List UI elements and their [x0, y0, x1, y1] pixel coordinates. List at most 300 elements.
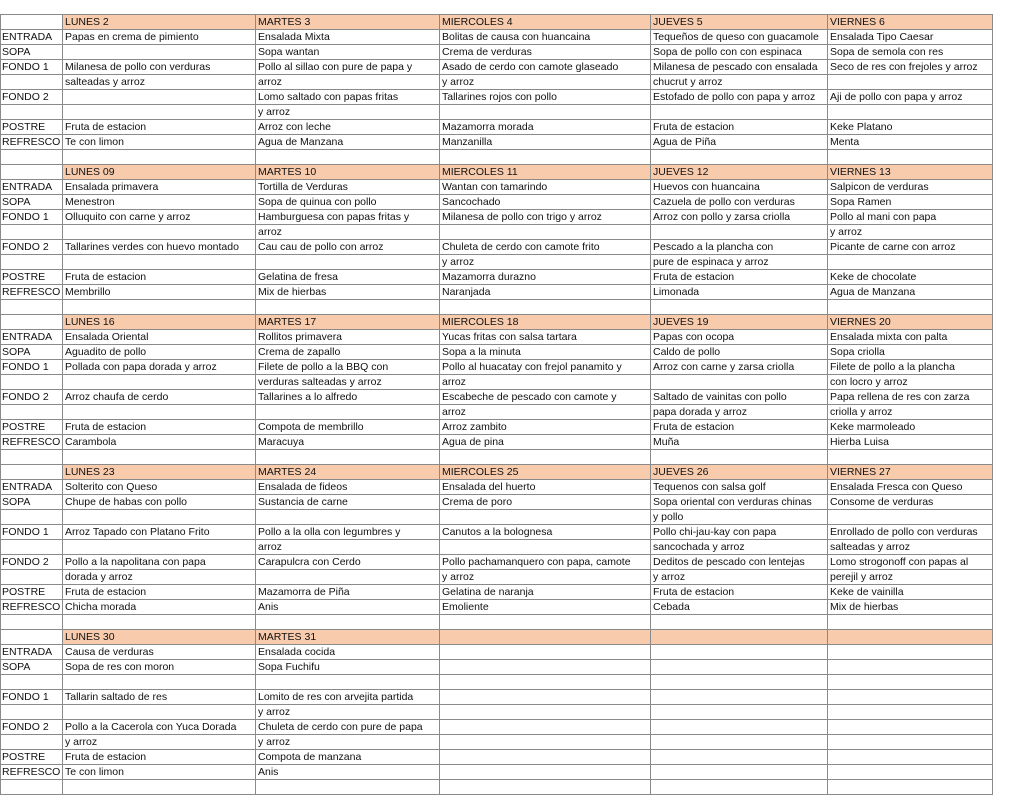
course-label-cell[interactable]: ENTRADA	[1, 30, 63, 45]
day-header-cell[interactable]: MARTES 17	[256, 315, 440, 330]
course-label-cell[interactable]: SOPA	[1, 345, 63, 360]
dish-cell[interactable]: Pollo al huacatay con frejol panamito y	[440, 360, 651, 375]
course-label-cell[interactable]: ENTRADA	[1, 480, 63, 495]
dish-cell[interactable]	[440, 735, 651, 750]
row-label-cell[interactable]	[1, 15, 63, 30]
dish-cell[interactable]: Picante de carne con arroz	[828, 240, 993, 255]
dish-cell[interactable]: Tallarines rojos con pollo	[440, 90, 651, 105]
dish-cell[interactable]: Lomito de res con arvejita partida	[256, 690, 440, 705]
course-label-cell[interactable]: FONDO 1	[1, 525, 63, 540]
course-label-cell[interactable]: ENTRADA	[1, 330, 63, 345]
dish-cell[interactable]: Arroz zambito	[440, 420, 651, 435]
dish-cell[interactable]: Anis	[256, 765, 440, 780]
day-header-cell[interactable]: MARTES 10	[256, 165, 440, 180]
dish-cell[interactable]	[63, 45, 256, 60]
dish-cell[interactable]	[440, 540, 651, 555]
day-header-cell[interactable]: LUNES 30	[63, 630, 256, 645]
course-label-cell[interactable]: ENTRADA	[1, 180, 63, 195]
dish-cell[interactable]	[828, 105, 993, 120]
empty-cell[interactable]	[828, 780, 993, 795]
dish-cell[interactable]: Menestron	[63, 195, 256, 210]
course-label-cell[interactable]: REFRESCO	[1, 600, 63, 615]
dish-cell[interactable]	[63, 540, 256, 555]
dish-cell[interactable]: Sancochado	[440, 195, 651, 210]
dish-cell[interactable]: Tequenos con salsa golf	[651, 480, 828, 495]
dish-cell[interactable]: Agua de pina	[440, 435, 651, 450]
dish-cell[interactable]: arroz	[440, 405, 651, 420]
dish-cell[interactable]: y arroz	[440, 570, 651, 585]
dish-cell[interactable]: Lomo saltado con papas fritas	[256, 90, 440, 105]
dish-cell[interactable]: Mix de hierbas	[256, 285, 440, 300]
empty-cell[interactable]	[651, 615, 828, 630]
empty-cell[interactable]	[651, 300, 828, 315]
empty-cell[interactable]	[828, 150, 993, 165]
dish-cell[interactable]: y arroz	[651, 570, 828, 585]
empty-cell[interactable]	[440, 300, 651, 315]
dish-cell[interactable]: salteadas y arroz	[828, 540, 993, 555]
dish-cell[interactable]: Lomo strogonoff con papas al	[828, 555, 993, 570]
course-label-cell[interactable]: FONDO 2	[1, 240, 63, 255]
dish-cell[interactable]: Milanesa de pescado con ensalada	[651, 60, 828, 75]
dish-cell[interactable]: Asado de cerdo con camote glaseado	[440, 60, 651, 75]
day-header-cell[interactable]: MIERCOLES 4	[440, 15, 651, 30]
dish-cell[interactable]: Sopa Ramen	[828, 195, 993, 210]
dish-cell[interactable]: Pescado a la plancha con	[651, 240, 828, 255]
dish-cell[interactable]: Bolitas de causa con huancaina	[440, 30, 651, 45]
dish-cell[interactable]: y arroz	[440, 75, 651, 90]
dish-cell[interactable]: Papas en crema de pimiento	[63, 30, 256, 45]
dish-cell[interactable]: salteadas y arroz	[63, 75, 256, 90]
dish-cell[interactable]: Ensalada cocida	[256, 645, 440, 660]
day-header-cell[interactable]: LUNES 23	[63, 465, 256, 480]
dish-cell[interactable]: Rollitos primavera	[256, 330, 440, 345]
dish-cell[interactable]: Crema de verduras	[440, 45, 651, 60]
dish-cell[interactable]	[440, 720, 651, 735]
course-label-cell[interactable]	[1, 225, 63, 240]
dish-cell[interactable]	[256, 570, 440, 585]
dish-cell[interactable]: Papas con ocopa	[651, 330, 828, 345]
empty-cell[interactable]	[1, 780, 63, 795]
empty-cell[interactable]	[63, 300, 256, 315]
dish-cell[interactable]: Ensalada de fideos	[256, 480, 440, 495]
day-header-cell[interactable]: VIERNES 13	[828, 165, 993, 180]
dish-cell[interactable]: Ensalada Mixta	[256, 30, 440, 45]
dish-cell[interactable]: Gelatina de naranja	[440, 585, 651, 600]
dish-cell[interactable]: Huevos con huancaina	[651, 180, 828, 195]
day-header-cell[interactable]: LUNES 2	[63, 15, 256, 30]
dish-cell[interactable]: Yucas fritas con salsa tartara	[440, 330, 651, 345]
dish-cell[interactable]: Ensalada Fresca con Queso	[828, 480, 993, 495]
dish-cell[interactable]: Filete de pollo a la plancha	[828, 360, 993, 375]
course-label-cell[interactable]	[1, 75, 63, 90]
dish-cell[interactable]: y arroz	[828, 225, 993, 240]
dish-cell[interactable]: Sopa a la minuta	[440, 345, 651, 360]
dish-cell[interactable]	[828, 660, 993, 675]
course-label-cell[interactable]: FONDO 1	[1, 60, 63, 75]
empty-cell[interactable]	[440, 450, 651, 465]
course-label-cell[interactable]	[1, 405, 63, 420]
dish-cell[interactable]: Crema de zapallo	[256, 345, 440, 360]
dish-cell[interactable]: Arroz con carne y zarsa criolla	[651, 360, 828, 375]
course-label-cell[interactable]: FONDO 2	[1, 90, 63, 105]
dish-cell[interactable]	[651, 735, 828, 750]
dish-cell[interactable]: Salpicon de verduras	[828, 180, 993, 195]
day-header-cell[interactable]: JUEVES 12	[651, 165, 828, 180]
dish-cell[interactable]: Sopa de semola con res	[828, 45, 993, 60]
dish-cell[interactable]	[440, 675, 651, 690]
course-label-cell[interactable]: SOPA	[1, 660, 63, 675]
dish-cell[interactable]: y pollo	[651, 510, 828, 525]
dish-cell[interactable]: Fruta de estacion	[63, 420, 256, 435]
course-label-cell[interactable]: SOPA	[1, 195, 63, 210]
dish-cell[interactable]	[63, 90, 256, 105]
dish-cell[interactable]: Hamburguesa con papas fritas y	[256, 210, 440, 225]
dish-cell[interactable]: y arroz	[256, 705, 440, 720]
dish-cell[interactable]: papa dorada y arroz	[651, 405, 828, 420]
dish-cell[interactable]: Ensalada Tipo Caesar	[828, 30, 993, 45]
dish-cell[interactable]: Anis	[256, 600, 440, 615]
dish-cell[interactable]: Naranjada	[440, 285, 651, 300]
dish-cell[interactable]: Arroz chaufa de cerdo	[63, 390, 256, 405]
dish-cell[interactable]	[256, 510, 440, 525]
day-header-cell[interactable]: VIERNES 27	[828, 465, 993, 480]
dish-cell[interactable]: Menta	[828, 135, 993, 150]
dish-cell[interactable]: dorada y arroz	[63, 570, 256, 585]
dish-cell[interactable]	[440, 660, 651, 675]
empty-cell[interactable]	[828, 450, 993, 465]
dish-cell[interactable]: Wantan con tamarindo	[440, 180, 651, 195]
dish-cell[interactable]: Cebada	[651, 600, 828, 615]
day-header-cell[interactable]: MIERCOLES 18	[440, 315, 651, 330]
dish-cell[interactable]	[828, 75, 993, 90]
course-label-cell[interactable]	[1, 255, 63, 270]
dish-cell[interactable]	[63, 255, 256, 270]
dish-cell[interactable]: Milanesa de pollo con trigo y arroz	[440, 210, 651, 225]
dish-cell[interactable]	[651, 705, 828, 720]
day-header-cell[interactable]: MARTES 3	[256, 15, 440, 30]
dish-cell[interactable]: Olluquito con carne y arroz	[63, 210, 256, 225]
day-header-cell[interactable]: VIERNES 20	[828, 315, 993, 330]
dish-cell[interactable]: Filete de pollo a la BBQ con	[256, 360, 440, 375]
dish-cell[interactable]: Aji de pollo con papa y arroz	[828, 90, 993, 105]
day-header-cell[interactable]: JUEVES 19	[651, 315, 828, 330]
dish-cell[interactable]: arroz	[256, 75, 440, 90]
dish-cell[interactable]: Mazamorra de Piña	[256, 585, 440, 600]
dish-cell[interactable]: y arroz	[256, 105, 440, 120]
day-header-cell[interactable]: MARTES 24	[256, 465, 440, 480]
course-label-cell[interactable]: POSTRE	[1, 750, 63, 765]
course-label-cell[interactable]: FONDO 1	[1, 210, 63, 225]
empty-cell[interactable]	[828, 615, 993, 630]
dish-cell[interactable]	[828, 255, 993, 270]
dish-cell[interactable]: Causa de verduras	[63, 645, 256, 660]
dish-cell[interactable]: y arroz	[256, 735, 440, 750]
dish-cell[interactable]: Limonada	[651, 285, 828, 300]
dish-cell[interactable]	[63, 510, 256, 525]
empty-cell[interactable]	[256, 150, 440, 165]
dish-cell[interactable]	[651, 105, 828, 120]
dish-cell[interactable]: Papa rellena de res con zarza	[828, 390, 993, 405]
dish-cell[interactable]: Sopa Fuchifu	[256, 660, 440, 675]
dish-cell[interactable]: Mix de hierbas	[828, 600, 993, 615]
dish-cell[interactable]: Tallarines verdes con huevo montado	[63, 240, 256, 255]
dish-cell[interactable]	[828, 705, 993, 720]
dish-cell[interactable]	[440, 750, 651, 765]
empty-cell[interactable]	[256, 450, 440, 465]
empty-cell[interactable]	[651, 450, 828, 465]
course-label-cell[interactable]	[1, 675, 63, 690]
course-label-cell[interactable]	[1, 105, 63, 120]
course-label-cell[interactable]: FONDO 1	[1, 690, 63, 705]
course-label-cell[interactable]	[1, 375, 63, 390]
dish-cell[interactable]	[828, 510, 993, 525]
dish-cell[interactable]: Consome de verduras	[828, 495, 993, 510]
dish-cell[interactable]: Fruta de estacion	[651, 420, 828, 435]
dish-cell[interactable]: Mazamorra durazno	[440, 270, 651, 285]
dish-cell[interactable]: Tequeños de queso con guacamole	[651, 30, 828, 45]
dish-cell[interactable]: Agua de Manzana	[828, 285, 993, 300]
dish-cell[interactable]: Muña	[651, 435, 828, 450]
dish-cell[interactable]: Fruta de estacion	[651, 120, 828, 135]
dish-cell[interactable]: Chupe de habas con pollo	[63, 495, 256, 510]
course-label-cell[interactable]: POSTRE	[1, 270, 63, 285]
empty-cell[interactable]	[828, 300, 993, 315]
dish-cell[interactable]: Hierba Luisa	[828, 435, 993, 450]
dish-cell[interactable]	[651, 225, 828, 240]
dish-cell[interactable]	[63, 675, 256, 690]
dish-cell[interactable]	[440, 105, 651, 120]
day-header-cell[interactable]: JUEVES 5	[651, 15, 828, 30]
dish-cell[interactable]: Sustancia de carne	[256, 495, 440, 510]
dish-cell[interactable]: Estofado de pollo con papa y arroz	[651, 90, 828, 105]
dish-cell[interactable]	[828, 750, 993, 765]
dish-cell[interactable]	[651, 690, 828, 705]
dish-cell[interactable]: arroz	[440, 375, 651, 390]
dish-cell[interactable]: Pollo a la napolitana con papa	[63, 555, 256, 570]
dish-cell[interactable]: Sopa wantan	[256, 45, 440, 60]
empty-cell[interactable]	[63, 780, 256, 795]
dish-cell[interactable]: Sopa de pollo con con espinaca	[651, 45, 828, 60]
dish-cell[interactable]: Pollo chi-jau-kay con papa	[651, 525, 828, 540]
course-label-cell[interactable]: REFRESCO	[1, 135, 63, 150]
course-label-cell[interactable]: FONDO 1	[1, 360, 63, 375]
dish-cell[interactable]	[440, 645, 651, 660]
dish-cell[interactable]	[828, 645, 993, 660]
dish-cell[interactable]: Sopa criolla	[828, 345, 993, 360]
dish-cell[interactable]: Canutos a la bolognesa	[440, 525, 651, 540]
dish-cell[interactable]: Fruta de estacion	[63, 270, 256, 285]
dish-cell[interactable]	[63, 375, 256, 390]
course-label-cell[interactable]	[1, 705, 63, 720]
dish-cell[interactable]: sancochada y arroz	[651, 540, 828, 555]
course-label-cell[interactable]: POSTRE	[1, 420, 63, 435]
day-header-cell[interactable]	[440, 630, 651, 645]
empty-cell[interactable]	[256, 780, 440, 795]
dish-cell[interactable]: Pollada con papa dorada y arroz	[63, 360, 256, 375]
dish-cell[interactable]: arroz	[256, 540, 440, 555]
dish-cell[interactable]: Manzanilla	[440, 135, 651, 150]
dish-cell[interactable]: Tallarin saltado de res	[63, 690, 256, 705]
dish-cell[interactable]: Arroz Tapado con Platano Frito	[63, 525, 256, 540]
course-label-cell[interactable]	[1, 735, 63, 750]
dish-cell[interactable]: Pollo al mani con papa	[828, 210, 993, 225]
empty-cell[interactable]	[63, 150, 256, 165]
dish-cell[interactable]: Sopa oriental con verduras chinas	[651, 495, 828, 510]
dish-cell[interactable]: Cau cau de pollo con arroz	[256, 240, 440, 255]
empty-cell[interactable]	[440, 615, 651, 630]
course-label-cell[interactable]: POSTRE	[1, 585, 63, 600]
dish-cell[interactable]	[440, 705, 651, 720]
dish-cell[interactable]	[828, 690, 993, 705]
dish-cell[interactable]: y arroz	[440, 255, 651, 270]
dish-cell[interactable]: Keke Platano	[828, 120, 993, 135]
dish-cell[interactable]: Caldo de pollo	[651, 345, 828, 360]
day-header-cell[interactable]: MIERCOLES 25	[440, 465, 651, 480]
dish-cell[interactable]: Keke marmoleado	[828, 420, 993, 435]
empty-cell[interactable]	[256, 615, 440, 630]
dish-cell[interactable]: Keke de vainilla	[828, 585, 993, 600]
dish-cell[interactable]: Tallarines a lo alfredo	[256, 390, 440, 405]
dish-cell[interactable]: Te con limon	[63, 135, 256, 150]
dish-cell[interactable]: Ensalada Oriental	[63, 330, 256, 345]
dish-cell[interactable]: Arroz con leche	[256, 120, 440, 135]
dish-cell[interactable]: Agua de Piña	[651, 135, 828, 150]
empty-cell[interactable]	[651, 780, 828, 795]
day-header-cell[interactable]	[651, 630, 828, 645]
course-label-cell[interactable]	[1, 510, 63, 525]
dish-cell[interactable]	[651, 675, 828, 690]
row-label-cell[interactable]	[1, 630, 63, 645]
dish-cell[interactable]: Gelatina de fresa	[256, 270, 440, 285]
dish-cell[interactable]: Keke de chocolate	[828, 270, 993, 285]
dish-cell[interactable]	[63, 105, 256, 120]
dish-cell[interactable]	[651, 720, 828, 735]
dish-cell[interactable]: Pollo a la olla con legumbres y	[256, 525, 440, 540]
dish-cell[interactable]	[651, 660, 828, 675]
dish-cell[interactable]	[651, 375, 828, 390]
dish-cell[interactable]	[256, 405, 440, 420]
row-label-cell[interactable]	[1, 315, 63, 330]
empty-cell[interactable]	[1, 150, 63, 165]
dish-cell[interactable]: Escabeche de pescado con camote y	[440, 390, 651, 405]
dish-cell[interactable]: Fruta de estacion	[651, 270, 828, 285]
empty-cell[interactable]	[1, 615, 63, 630]
dish-cell[interactable]: Chicha morada	[63, 600, 256, 615]
dish-cell[interactable]: Pollo pachamanquero con papa, camote	[440, 555, 651, 570]
dish-cell[interactable]: chucrut y arroz	[651, 75, 828, 90]
dish-cell[interactable]: Maracuya	[256, 435, 440, 450]
day-header-cell[interactable]: LUNES 09	[63, 165, 256, 180]
day-header-cell[interactable]: LUNES 16	[63, 315, 256, 330]
dish-cell[interactable]	[440, 510, 651, 525]
dish-cell[interactable]	[828, 735, 993, 750]
row-label-cell[interactable]	[1, 165, 63, 180]
dish-cell[interactable]: Solterito con Queso	[63, 480, 256, 495]
course-label-cell[interactable]	[1, 570, 63, 585]
dish-cell[interactable]: Sopa de res con moron	[63, 660, 256, 675]
course-label-cell[interactable]: FONDO 2	[1, 555, 63, 570]
dish-cell[interactable]	[63, 705, 256, 720]
dish-cell[interactable]: perejil y arroz	[828, 570, 993, 585]
dish-cell[interactable]: y arroz	[63, 735, 256, 750]
dish-cell[interactable]: Emoliente	[440, 600, 651, 615]
dish-cell[interactable]: con locro y arroz	[828, 375, 993, 390]
dish-cell[interactable]: Fruta de estacion	[63, 585, 256, 600]
dish-cell[interactable]: Tortilla de Verduras	[256, 180, 440, 195]
dish-cell[interactable]: Crema de poro	[440, 495, 651, 510]
course-label-cell[interactable]: SOPA	[1, 45, 63, 60]
dish-cell[interactable]	[828, 765, 993, 780]
dish-cell[interactable]: Mazamorra morada	[440, 120, 651, 135]
dish-cell[interactable]: Deditos de pescado con lentejas	[651, 555, 828, 570]
dish-cell[interactable]: Arroz con pollo y zarsa criolla	[651, 210, 828, 225]
dish-cell[interactable]: pure de espinaca y arroz	[651, 255, 828, 270]
dish-cell[interactable]: Fruta de estacion	[651, 585, 828, 600]
dish-cell[interactable]: Carapulcra con Cerdo	[256, 555, 440, 570]
day-header-cell[interactable]: JUEVES 26	[651, 465, 828, 480]
day-header-cell[interactable]: VIERNES 6	[828, 15, 993, 30]
empty-cell[interactable]	[1, 300, 63, 315]
dish-cell[interactable]: arroz	[256, 225, 440, 240]
dish-cell[interactable]: verduras salteadas y arroz	[256, 375, 440, 390]
dish-cell[interactable]	[63, 225, 256, 240]
dish-cell[interactable]: Seco de res con frejoles y arroz	[828, 60, 993, 75]
dish-cell[interactable]: Te con limon	[63, 765, 256, 780]
empty-cell[interactable]	[651, 150, 828, 165]
dish-cell[interactable]: Enrollado de pollo con verduras	[828, 525, 993, 540]
dish-cell[interactable]: Chuleta de cerdo con pure de papa	[256, 720, 440, 735]
dish-cell[interactable]	[651, 645, 828, 660]
dish-cell[interactable]	[256, 675, 440, 690]
course-label-cell[interactable]	[1, 540, 63, 555]
dish-cell[interactable]: Membrillo	[63, 285, 256, 300]
course-label-cell[interactable]: REFRESCO	[1, 285, 63, 300]
course-label-cell[interactable]: SOPA	[1, 495, 63, 510]
empty-cell[interactable]	[63, 615, 256, 630]
dish-cell[interactable]: criolla y arroz	[828, 405, 993, 420]
dish-cell[interactable]: Ensalada del huerto	[440, 480, 651, 495]
dish-cell[interactable]: Chuleta de cerdo con camote frito	[440, 240, 651, 255]
day-header-cell[interactable]: MARTES 31	[256, 630, 440, 645]
dish-cell[interactable]: Saltado de vainitas con pollo	[651, 390, 828, 405]
dish-cell[interactable]	[440, 690, 651, 705]
dish-cell[interactable]	[828, 720, 993, 735]
day-header-cell[interactable]	[828, 630, 993, 645]
course-label-cell[interactable]: ENTRADA	[1, 645, 63, 660]
dish-cell[interactable]: Cazuela de pollo con verduras	[651, 195, 828, 210]
dish-cell[interactable]	[440, 225, 651, 240]
empty-cell[interactable]	[1, 450, 63, 465]
dish-cell[interactable]	[63, 405, 256, 420]
empty-cell[interactable]	[440, 150, 651, 165]
dish-cell[interactable]	[440, 765, 651, 780]
empty-cell[interactable]	[63, 450, 256, 465]
dish-cell[interactable]: Compota de manzana	[256, 750, 440, 765]
dish-cell[interactable]	[651, 765, 828, 780]
dish-cell[interactable]: Ensalada mixta con palta	[828, 330, 993, 345]
empty-cell[interactable]	[440, 780, 651, 795]
dish-cell[interactable]: Ensalada primavera	[63, 180, 256, 195]
course-label-cell[interactable]: REFRESCO	[1, 435, 63, 450]
dish-cell[interactable]: Pollo a la Cacerola con Yuca Dorada	[63, 720, 256, 735]
dish-cell[interactable]: Fruta de estacion	[63, 750, 256, 765]
dish-cell[interactable]	[828, 675, 993, 690]
dish-cell[interactable]: Carambola	[63, 435, 256, 450]
day-header-cell[interactable]: MIERCOLES 11	[440, 165, 651, 180]
row-label-cell[interactable]	[1, 465, 63, 480]
empty-cell[interactable]	[256, 300, 440, 315]
dish-cell[interactable]: Compota de membrillo	[256, 420, 440, 435]
